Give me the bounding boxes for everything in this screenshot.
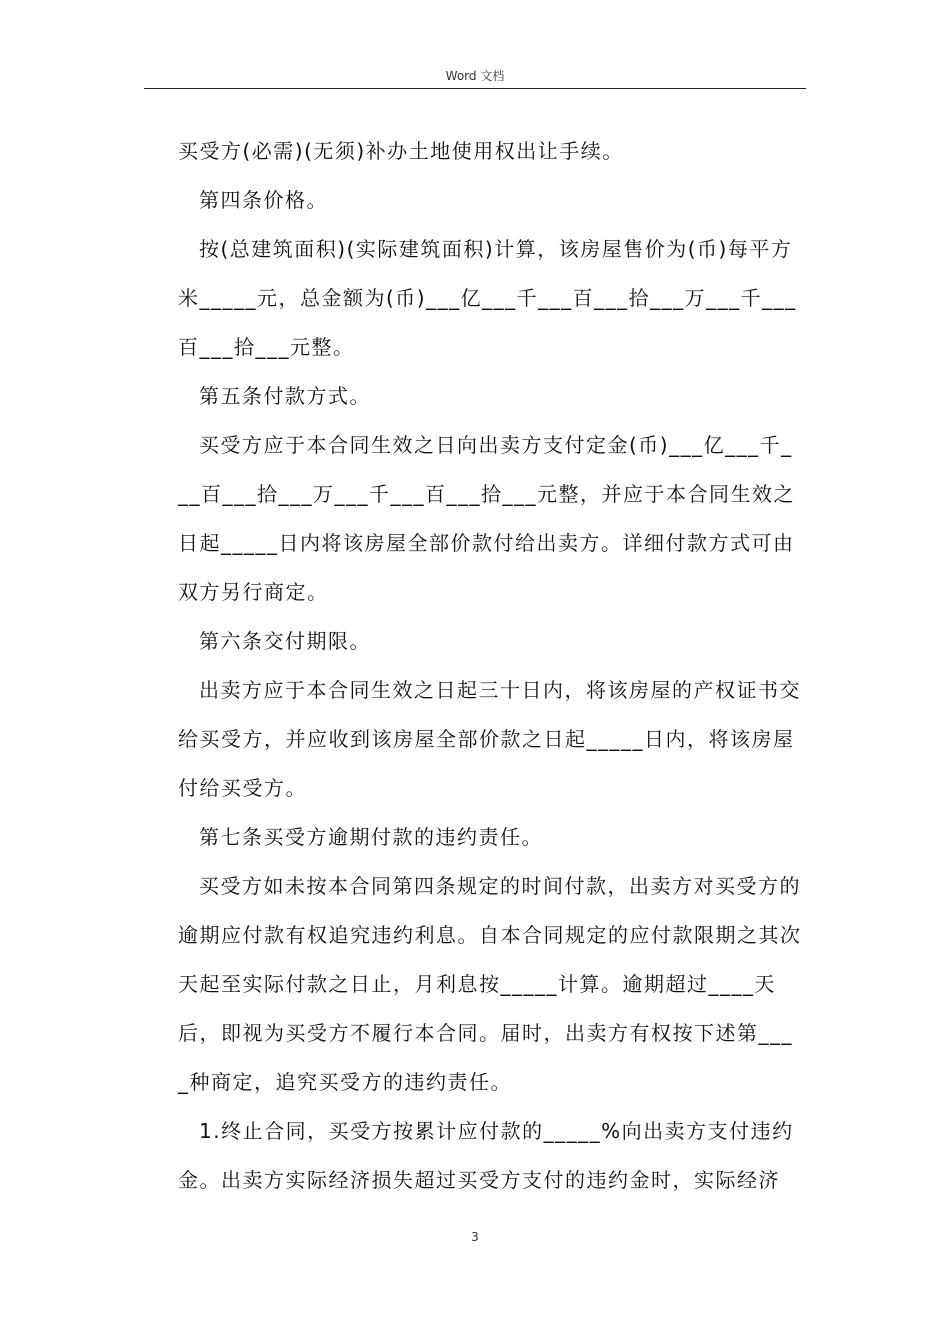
section-heading: 第五条付款方式。 — [199, 384, 371, 408]
paragraph: 买受方(必需)(无须)补办土地使用权出让手续。 — [178, 139, 624, 163]
page-number-text: 3 — [471, 1230, 479, 1244]
page-header — [144, 66, 806, 89]
document-body — [178, 127, 803, 1205]
paragraph: 按(总建筑面积)(实际建筑面积)计算，该房屋售价为(币)每平方米_____元，总金额为(币)___亿___千___百___拾___万___千___百___拾___元整。 — [178, 237, 797, 359]
section-heading: 第七条买受方逾期付款的违约责任。 — [199, 825, 543, 849]
page-number — [0, 1230, 950, 1244]
section-heading: 第四条价格。 — [199, 188, 328, 212]
paragraph: 买受方如未按本合同第四条规定的时间付款，出卖方对买受方的逾期应付款有权追究违约利息。自本合同规定的应付款限期之其次天起至实际付款之日止，月利息按_____计算。逾期超过____天后，即视为买受方不履行本合同。届时，出卖方有权按下述第____种商定，追究买受方的违约责任。 — [178, 874, 802, 1094]
header-title: Word 文档 — [445, 69, 505, 83]
paragraph: 出卖方应于本合同生效之日起三十日内，将该房屋的产权证书交给买受方，并应收到该房屋全部价款之日起_____日内，将该房屋付给买受方。 — [178, 678, 801, 800]
section-heading: 第六条交付期限。 — [199, 629, 371, 653]
paragraph: 1.终止合同，买受方按累计应付款的_____%向出卖方支付违约金。出卖方实际经济损失超过买受方支付的违约金时，实际经济 — [178, 1119, 794, 1192]
paragraph: 买受方应于本合同生效之日向出卖方支付定金(币)___亿___千___百___拾___万___千___百___拾___元整，并应于本合同生效之日起_____日内将该房屋全部价款付给出卖方。详细付款方式可由双方另行商定。 — [178, 433, 795, 604]
